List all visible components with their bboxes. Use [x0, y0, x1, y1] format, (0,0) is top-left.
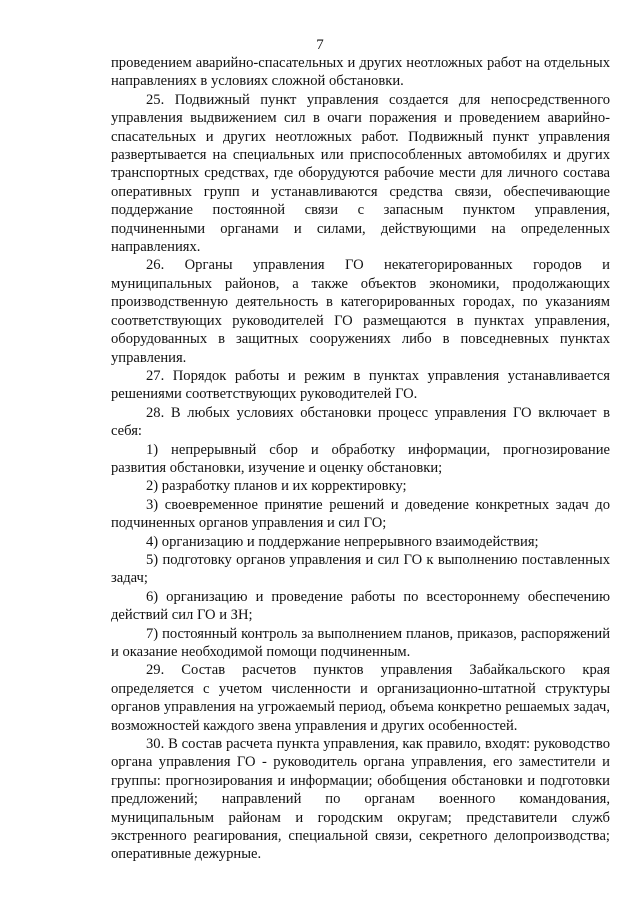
list-item-1: 1) непрерывный сбор и обработку информации, прогнозирование развития обстановки, изучение и оценку обстановки; — [111, 441, 610, 476]
list-item-4: 4) организацию и поддержание непрерывного взаимодействия; — [146, 533, 539, 550]
document-body — [111, 54, 610, 864]
paragraph-30: 30. В состав расчета пункта управления, как правило, входят: руководство органа управления ГО - руководитель органа управления, его заместители и группы: прогнозирования и информации; обобщения обстановки и подготовки предложений; направлений по органам военного командования, муниципальным районам и городским округам; представители служб экстренного реагирования, специальной связи, секретного делопроизводства; оперативные дежурные. — [111, 736, 610, 863]
list-item-3: 3) своевременное принятие решений и доведение конкретных задач до подчиненных органов управления и сил ГО; — [111, 496, 610, 532]
paragraph-28: 28. В любых условиях обстановки процесс управления ГО включает в себя: — [111, 404, 610, 440]
paragraph-27: 27. Порядок работы и режим в пунктах управления устанавливается решениями соответствующих руководителей ГО. — [111, 367, 610, 403]
paragraph-continuation: проведением аварийно-спасательных и других неотложных работ на отдельных направлениях в условиях сложной обстановки. — [111, 55, 610, 90]
paragraph-29: 29. Состав расчетов пунктов управления Забайкальского края определяется с учетом численности и организационно-штатной структуры органов управления на угрожаемый период, объема конкретно решаемых задач, возможностей каждого звена управления и других особенностей. — [111, 662, 610, 734]
list-item-2: 2) разработку планов и их корректировку; — [146, 478, 407, 495]
list-item-6: 6) организацию и проведение работы по всестороннему обеспечению действий сил ГО и ЗН; — [111, 588, 610, 624]
list-item-7: 7) постоянный контроль за выполнением планов, приказов, распоряжений и оказание необходимой помощи подчиненным. — [111, 625, 610, 660]
paragraph-25: 25. Подвижный пункт управления создается для непосредственного управления выдвижением сил в очаги поражения и проведением аварийно-спасательных и других неотложных работ. Подвижный пункт управления развертывается на специальных или приспособленных автомобилях и других транспортных средствах, где оборудуются рабочие мести для личного состава оперативных групп и устанавливаются средства связи, обеспечивающие поддержание постоянной связи с запасным пунктом управления, подчиненными органами и силами, действующими на определенных направлениях. — [111, 91, 610, 256]
list-item-5: 5) подготовку органов управления и сил ГО к выполнению поставленных задач; — [111, 551, 610, 587]
page-number: 7 — [316, 37, 324, 53]
paragraph-26: 26. Органы управления ГО некатегорированных городов и муниципальных районов, а также объектов экономики, продолжающих производственную деятельность в категорированных городах, по указаниям соответствующих руководителей ГО размещаются в пунктах управления, оборудованных в защитных сооружениях либо в повседневных пунктах управления. — [111, 257, 610, 366]
